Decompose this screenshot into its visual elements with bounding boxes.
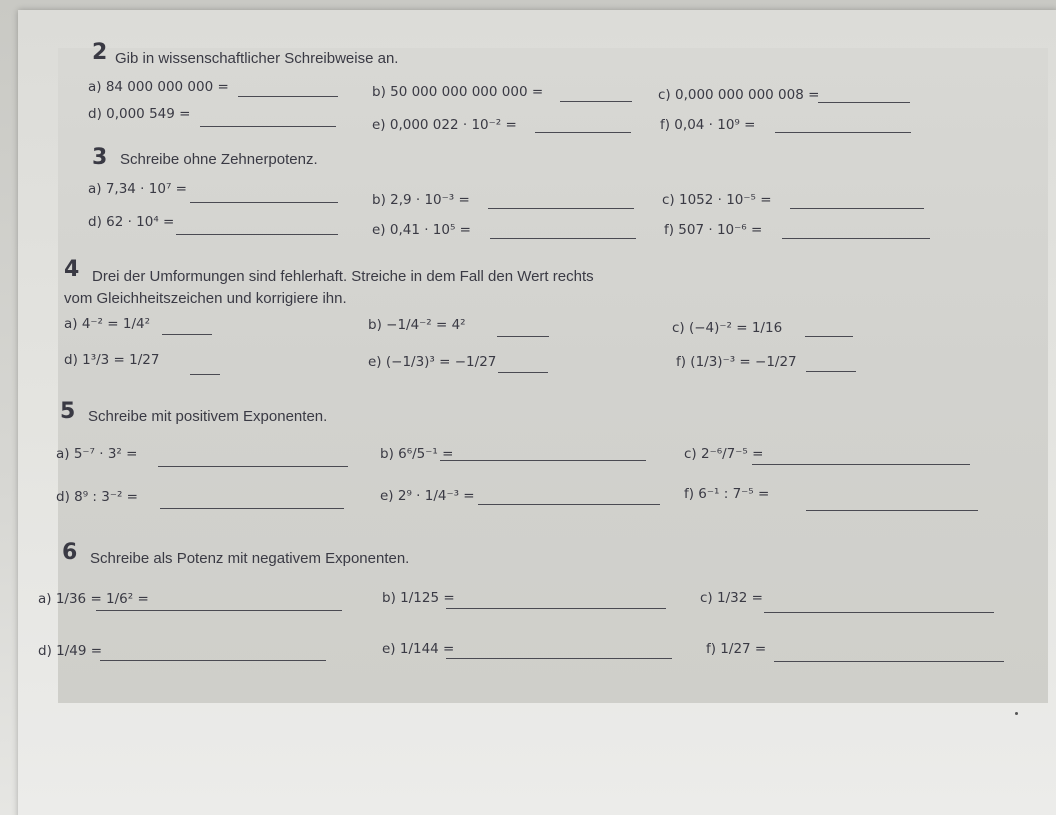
task-4-item-b: b) −1/4⁻² = 4²: [368, 317, 466, 333]
task-3-item-d: d) 62 · 10⁴ =: [88, 214, 175, 230]
task-5-item-e: e) 2⁹ · 1/4⁻³ =: [380, 488, 475, 504]
task-3-item-b: b) 2,9 · 10⁻³ =: [372, 192, 470, 208]
answer-blank[interactable]: [488, 208, 634, 209]
task-6-item-c: c) 1/32 =: [700, 590, 763, 606]
task-3-number: 3: [92, 145, 108, 170]
task-2-item-b: b) 50 000 000 000 000 =: [372, 84, 544, 100]
task-4-instruction-line1: Drei der Umformungen sind fehlerhaft. Streiche in dem Fall den Wert rechts: [92, 268, 594, 285]
task-6-instruction: Schreibe als Potenz mit negativem Exponenten.: [90, 550, 410, 567]
answer-blank[interactable]: [96, 610, 342, 611]
answer-blank[interactable]: [160, 508, 344, 509]
task-5-number: 5: [60, 399, 76, 424]
answer-blank[interactable]: [806, 371, 856, 372]
answer-blank[interactable]: [774, 661, 1004, 662]
task-3-item-c: c) 1052 · 10⁻⁵ =: [662, 192, 772, 208]
task-5-item-a: a) 5⁻⁷ · 3² =: [56, 446, 138, 462]
answer-blank[interactable]: [752, 464, 970, 465]
task-4-number: 4: [64, 257, 80, 282]
answer-blank[interactable]: [100, 660, 326, 661]
task-3-instruction: Schreibe ohne Zehnerpotenz.: [120, 151, 318, 168]
photocopy-shaded-area: [58, 48, 1048, 703]
answer-blank[interactable]: [162, 334, 212, 335]
task-6-item-d: d) 1/49 =: [38, 643, 103, 659]
answer-blank[interactable]: [535, 132, 631, 133]
answer-blank[interactable]: [200, 126, 336, 127]
answer-blank[interactable]: [497, 336, 549, 337]
answer-blank[interactable]: [790, 208, 924, 209]
answer-blank[interactable]: [446, 608, 666, 609]
task-2-item-a: a) 84 000 000 000 =: [88, 79, 229, 95]
task-2-number: 2: [92, 40, 108, 65]
task-2-item-f: f) 0,04 · 10⁹ =: [660, 117, 756, 133]
task-3-item-a: a) 7,34 · 10⁷ =: [88, 181, 187, 197]
task-5-item-c: c) 2⁻⁶/7⁻⁵ =: [684, 446, 764, 462]
answer-blank[interactable]: [446, 658, 672, 659]
answer-blank[interactable]: [805, 336, 853, 337]
task-6-item-f: f) 1/27 =: [706, 641, 767, 657]
task-4-item-f: f) (1/3)⁻³ = −1/27: [676, 354, 797, 370]
answer-blank[interactable]: [560, 101, 632, 102]
answer-blank[interactable]: [176, 234, 338, 235]
answer-blank[interactable]: [818, 102, 910, 103]
task-4-instruction-line2: vom Gleichheitszeichen und korrigiere ihn.: [64, 290, 347, 307]
answer-blank[interactable]: [775, 132, 911, 133]
task-2-item-e: e) 0,000 022 · 10⁻² =: [372, 117, 517, 133]
answer-blank[interactable]: [490, 238, 636, 239]
task-3-item-e: e) 0,41 · 10⁵ =: [372, 222, 471, 238]
answer-blank[interactable]: [190, 374, 220, 375]
task-4-item-a: a) 4⁻² = 1/4²: [64, 316, 150, 332]
task-6-item-a: a) 1/36 = 1/6² =: [38, 591, 149, 607]
task-2-item-d: d) 0,000 549 =: [88, 106, 191, 122]
task-4-item-c: c) (−4)⁻² = 1/16: [672, 320, 783, 336]
answer-blank[interactable]: [190, 202, 338, 203]
answer-blank[interactable]: [238, 96, 338, 97]
task-2-instruction: Gib in wissenschaftlicher Schreibweise an.: [115, 50, 399, 67]
task-2-item-c: c) 0,000 000 000 008 =: [658, 87, 820, 103]
answer-blank[interactable]: [440, 460, 646, 461]
task-6-item-e: e) 1/144 =: [382, 641, 455, 657]
task-5-item-f: f) 6⁻¹ : 7⁻⁵ =: [684, 486, 770, 502]
answer-blank[interactable]: [806, 510, 978, 511]
answer-blank[interactable]: [782, 238, 930, 239]
task-5-instruction: Schreibe mit positivem Exponenten.: [88, 408, 328, 425]
answer-blank[interactable]: [498, 372, 548, 373]
answer-blank[interactable]: [478, 504, 660, 505]
task-3-item-f: f) 507 · 10⁻⁶ =: [664, 222, 763, 238]
task-5-item-d: d) 8⁹ : 3⁻² =: [56, 489, 138, 505]
task-4-item-e: e) (−1/3)³ = −1/27: [368, 354, 497, 370]
task-6-number: 6: [62, 540, 78, 565]
task-5-item-b: b) 6⁶/5⁻¹ =: [380, 446, 454, 462]
paper-speck: [1015, 712, 1018, 715]
task-6-item-b: b) 1/125 =: [382, 590, 455, 606]
answer-blank[interactable]: [764, 612, 994, 613]
task-4-item-d: d) 1³/3 = 1/27: [64, 352, 160, 368]
answer-blank[interactable]: [158, 466, 348, 467]
